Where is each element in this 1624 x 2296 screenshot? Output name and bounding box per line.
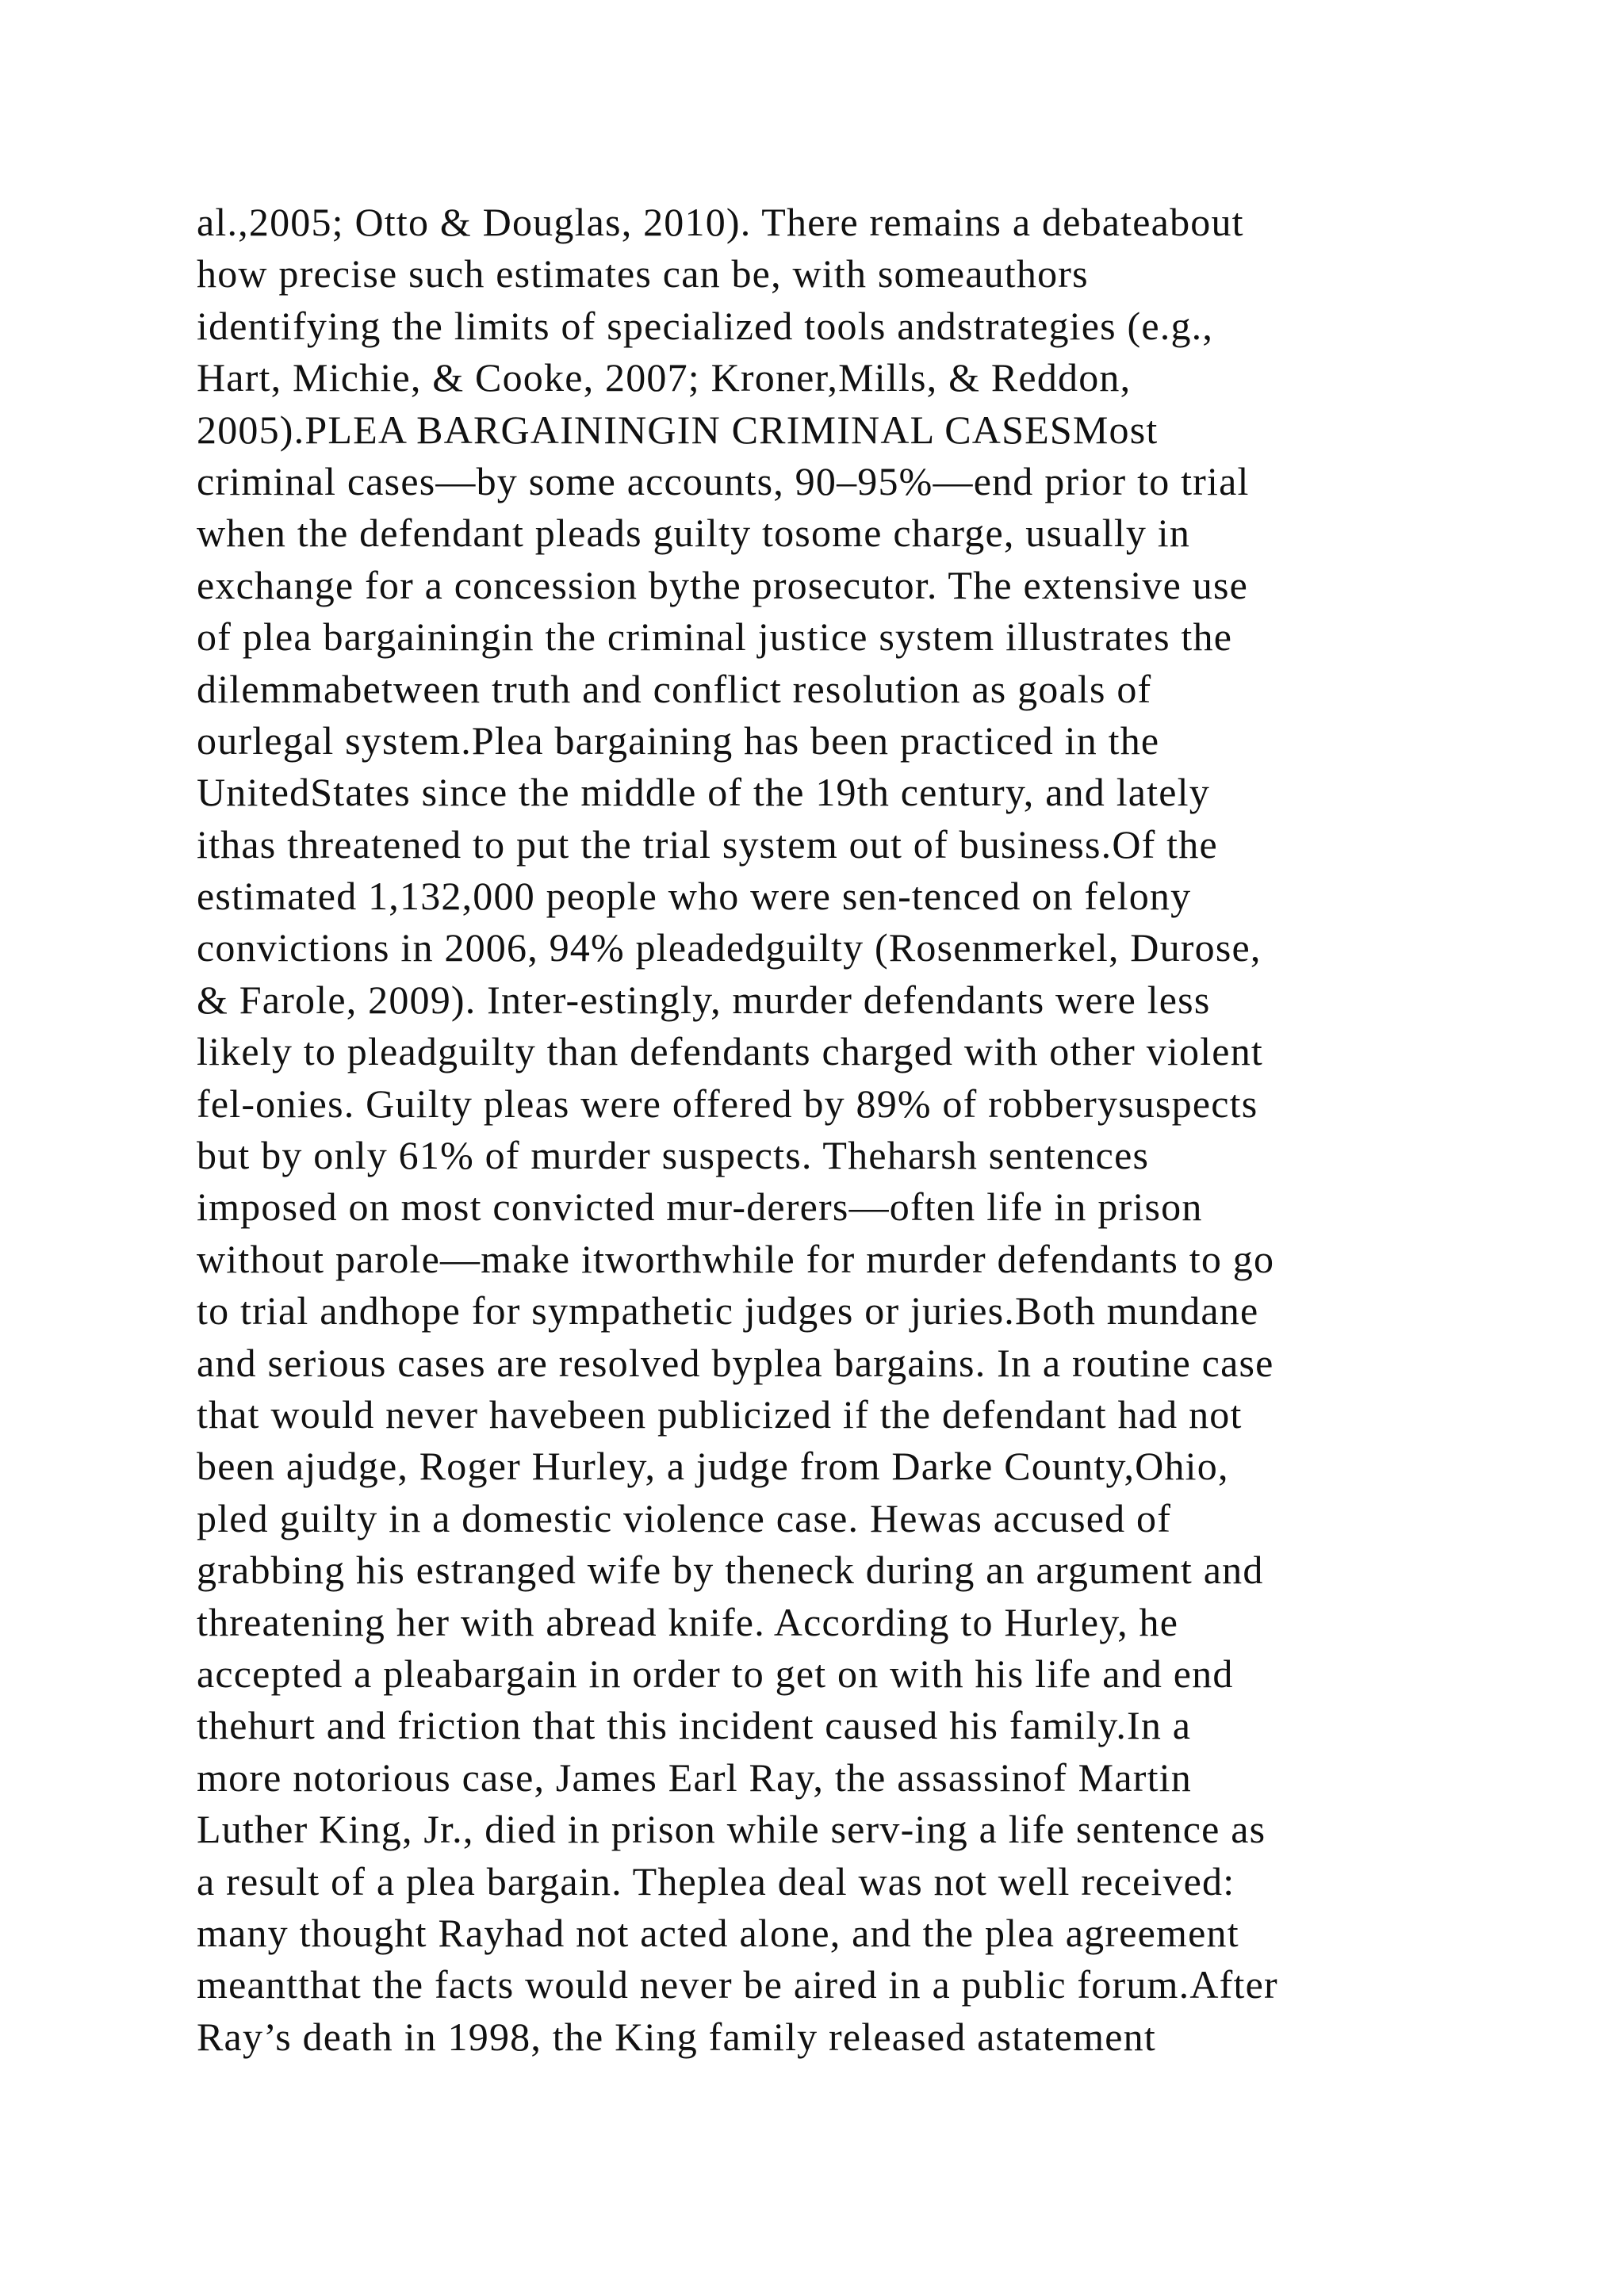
text-line: convictions in 2006, 94% pleadedguilty (Rosenmerkel, Durose, [197,925,1262,970]
text-line: likely to pleadguilty than defendants charged with other violent [197,1029,1263,1074]
text-line: been ajudge, Roger Hurley, a judge from Darke County,Ohio, [197,1444,1229,1489]
text-line: imposed on most convicted mur-derers—often life in prison [197,1184,1203,1230]
text-line: grabbing his estranged wife by theneck during an argument and [197,1548,1264,1593]
text-line: meantthat the facts would never be aired in a public forum.After [197,1962,1278,2007]
text-line: al.,2005; Otto & Douglas, 2010). There remains a debateabout [197,200,1244,244]
text-line: criminal cases—by some accounts, 90–95%—end prior to trial [197,458,1250,503]
text-line: identifying the limits of specialized tools andstrategies (e.g., [197,303,1214,348]
text-line: estimated 1,132,000 people who were sen-tenced on felony [197,874,1192,919]
text-line: but by only 61% of murder suspects. Theharsh sentences [197,1133,1150,1178]
text-line: when the defendant pleads guilty tosome charge, usually in [197,511,1191,556]
text-line: UnitedStates since the middle of the 19th century, and lately [197,770,1210,815]
text-line: thehurt and friction that this incident caused his family.In a [197,1703,1192,1748]
text-line: of plea bargainingin the criminal justice system illustrates the [197,614,1233,660]
text-line: to trial andhope for sympathetic judges or juries.Both mundane [197,1288,1259,1334]
text-line: ourlegal system.Plea bargaining has been practiced in the [197,718,1160,763]
text-line: fel-onies. Guilty pleas were offered by 89% of robberysuspects [197,1081,1258,1126]
text-line: dilemmabetween truth and conflict resolution as goals of [197,666,1152,711]
text-line: threatening her with abread knife. According to Hurley, he [197,1599,1179,1644]
text-line: 2005).PLEA BARGAININGIN CRIMINAL CASESMost [197,407,1159,452]
text-line: Luther King, Jr., died in prison while serv-ing a life sentence as [197,1807,1266,1852]
text-line: without parole—make itworthwhile for murder defendants to go [197,1236,1275,1281]
text-line: Ray’s death in 1998, the King family released astatement [197,2014,1156,2059]
text-line: & Farole, 2009). Inter-estingly, murder defendants were less [197,977,1211,1022]
body-text [197,197,1450,2063]
text-line: that would never havebeen publicized if the defendant had not [197,1391,1243,1437]
text-line: ithas threatened to put the trial system out of business.Of the [197,821,1218,867]
text-line: more notorious case, James Earl Ray, the assassinof Martin [197,1755,1192,1800]
text-line: Hart, Michie, & Cooke, 2007; Kroner,Mills, & Reddon, [197,355,1132,400]
text-line: pled guilty in a domestic violence case. Hewas accused of [197,1495,1172,1540]
text-line: a result of a plea bargain. Theplea deal was not well received: [197,1858,1235,1904]
text-line: and serious cases are resolved byplea bargains. In a routine case [197,1340,1274,1385]
text-line: many thought Rayhad not acted alone, and the plea agreement [197,1910,1239,1955]
text-line: exchange for a concession bythe prosecutor. The extensive use [197,562,1249,607]
text-line: accepted a pleabargain in order to get on with his life and end [197,1651,1234,1696]
text-line: how precise such estimates can be, with someauthors [197,251,1089,297]
